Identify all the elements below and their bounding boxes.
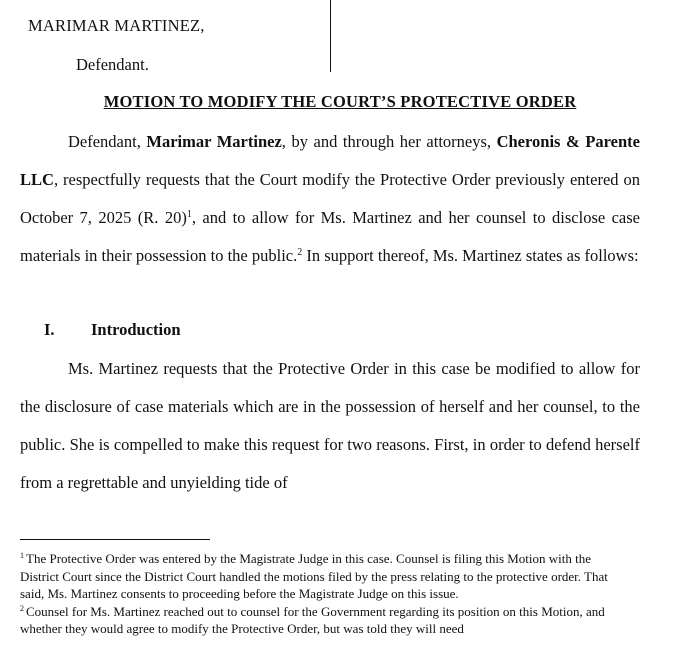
introduction-paragraph bbox=[20, 350, 640, 502]
section-title: Introduction bbox=[91, 320, 181, 339]
para2-text: Ms. Martinez requests that the Protective Order in this case be modified to allow for the disclosure of case materials which are in the possession of herself and her counsel, to the public. She is compelled to make this request for two reasons. First, in order to defend herself from a regrettable and unyielding tide of bbox=[20, 359, 640, 492]
caption-party: MARIMAR MARTINEZ, bbox=[28, 16, 205, 35]
footnote-divider bbox=[20, 539, 210, 540]
footnote-2-marker: 2 bbox=[20, 603, 24, 613]
footnote-1-marker: 1 bbox=[20, 551, 24, 560]
section-heading bbox=[44, 320, 181, 340]
footnote-1 bbox=[20, 550, 630, 603]
defendant-name: Marimar Martinez bbox=[146, 132, 282, 151]
footnotes bbox=[20, 550, 630, 638]
caption-role: Defendant. bbox=[76, 55, 149, 74]
footnote-ref-1[interactable]: 1 bbox=[186, 209, 192, 220]
para1-text-4: , and to allow for Ms. Martinez and her counsel to disclose case materials in their possession to the public. bbox=[20, 208, 640, 265]
footnote-2-text: Counsel for Ms. Martinez reached out to counsel for the Government regarding its position on this Motion, and whether they would agree to modify the Protective Order, but was told they will need bbox=[20, 603, 605, 636]
para1-text-2: , by and through her attorneys, bbox=[281, 132, 497, 151]
para1-text-3: , respectfully requests that the Court modify the Protective Order previously entered on October 7, 2025 (R. 20) bbox=[20, 170, 640, 227]
document-title: MOTION TO MODIFY THE COURT’S PROTECTIVE ORDER bbox=[103, 92, 577, 111]
para1-text-5: In support thereof, Ms. Martinez states as follows: bbox=[302, 246, 639, 265]
footnote-ref-2[interactable]: 2 bbox=[297, 247, 303, 258]
opening-paragraph bbox=[20, 123, 640, 275]
footnote-2 bbox=[20, 603, 630, 638]
footnote-1-text: The Protective Order was entered by the Magistrate Judge in this case. Counsel is filing this Motion with the District Court since the District Court handled the motions filed by the press relating to the protective order. That said, Ms. Martinez consents to proceeding before the Magistrate Judge on this issue. bbox=[20, 551, 608, 601]
section-number: I. bbox=[44, 320, 55, 339]
law-firm-name: Cheronis & Parente LLC bbox=[20, 132, 641, 189]
caption-divider bbox=[330, 0, 331, 72]
para1-text-1: Defendant, bbox=[68, 132, 147, 151]
